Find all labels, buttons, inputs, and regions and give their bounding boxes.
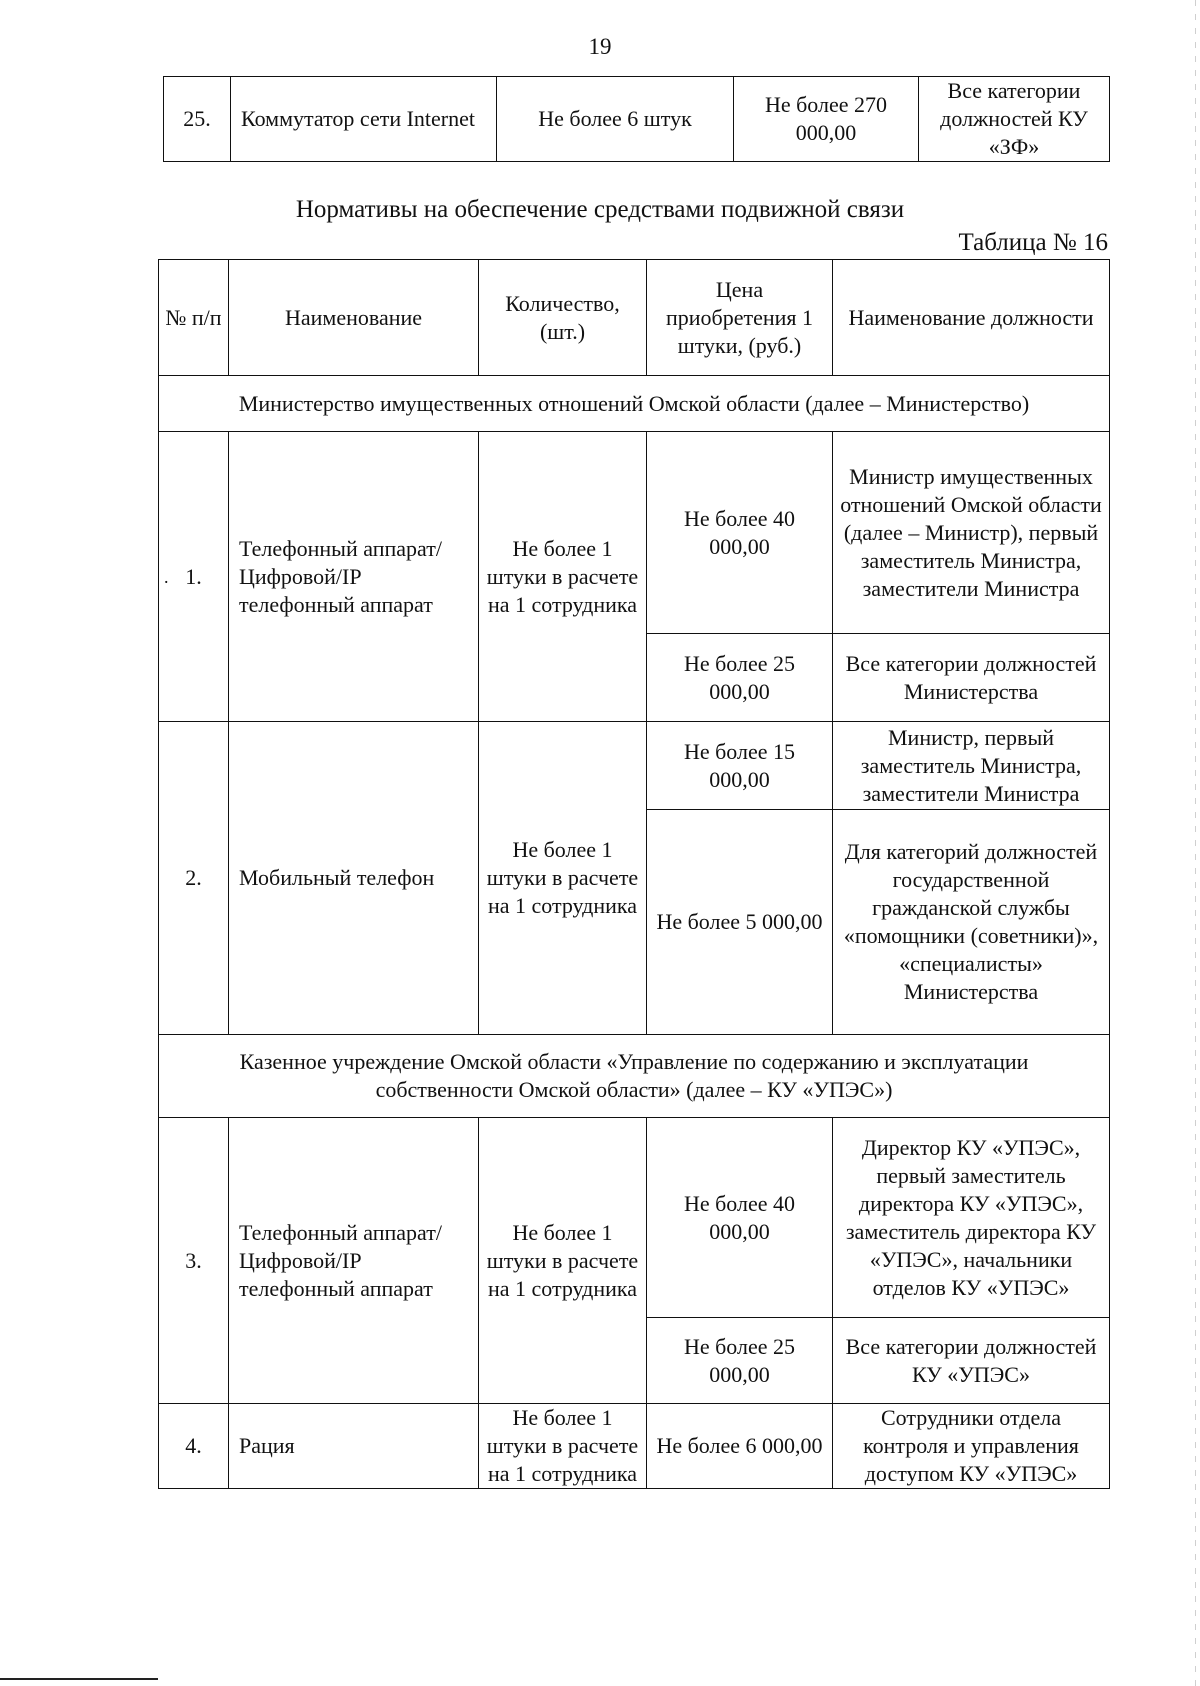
item-price: Не более 25 000,00 <box>647 1318 833 1404</box>
row-number: 25. <box>164 77 231 162</box>
row-number: 4. <box>159 1404 229 1489</box>
header-num: № п/п <box>159 260 229 376</box>
item-positions: Сотрудники отдела контроля и управления доступом КУ «УПЭС» <box>833 1404 1110 1489</box>
row-number: 3. <box>159 1118 229 1404</box>
item-name: Рация <box>229 1404 479 1489</box>
item-quantity: Не более 6 штук <box>497 77 734 162</box>
item-quantity: Не более 1 штуки в расчете на 1 сотрудника <box>479 1118 647 1404</box>
item-quantity: Не более 1 штуки в расчете на 1 сотрудника <box>479 722 647 1035</box>
item-price: Не более 25 000,00 <box>647 634 833 722</box>
item-quantity: Не более 1 штуки в расчете на 1 сотрудника <box>479 432 647 722</box>
item-positions: Министр имущественных отношений Омской области (далее – Министр), первый заместитель Министра, заместители Министра <box>833 432 1110 634</box>
table-row <box>159 1118 1110 1318</box>
group-title-upes: Казенное учреждение Омской области «Управление по содержанию и эксплуатации собственности Омской области» (далее – КУ «УПЭС») <box>159 1035 1110 1118</box>
item-positions: Все категории должностей КУ «УПЭС» <box>833 1318 1110 1404</box>
item-name: Телефонный аппарат/Цифровой/IP телефонный аппарат <box>229 1118 479 1404</box>
item-price: Не более 40 000,00 <box>647 1118 833 1318</box>
item-price: Не более 40 000,00 <box>647 432 833 634</box>
item-price: Не более 6 000,00 <box>647 1404 833 1489</box>
header-quantity: Количество, (шт.) <box>479 260 647 376</box>
item-positions: Все категории должностей Министерства <box>833 634 1110 722</box>
item-name: Телефонный аппарат/Цифровой/IP телефонный аппарат <box>229 432 479 722</box>
header-positions: Наименование должности <box>833 260 1110 376</box>
footer-line <box>0 1678 158 1680</box>
header-name: Наименование <box>229 260 479 376</box>
item-name: Коммутатор сети Internet <box>231 77 497 162</box>
section-title: Нормативы на обеспечение средствами подвижной связи <box>295 196 905 223</box>
page-number: 19 <box>588 34 612 59</box>
row-number: 1. <box>159 432 229 722</box>
item-price: Не более 270 000,00 <box>734 77 919 162</box>
header-row <box>159 260 1110 376</box>
norms-table <box>158 259 1110 1489</box>
item-price: Не более 5 000,00 <box>647 810 833 1035</box>
previous-table-tail <box>163 76 1110 162</box>
header-price: Цена приобретения 1 штуки, (руб.) <box>647 260 833 376</box>
item-positions: Министр, первый заместитель Министра, заместители Министра <box>833 722 1110 810</box>
table-row <box>159 432 1110 634</box>
row-number: 2. <box>159 722 229 1035</box>
table-row <box>164 77 1110 162</box>
table-label: Таблица № 16 <box>958 229 1108 256</box>
item-price: Не более 15 000,00 <box>647 722 833 810</box>
table-row <box>159 1404 1110 1489</box>
side-mark: . <box>164 567 169 587</box>
item-positions: Директор КУ «УПЭС», первый заместитель директора КУ «УПЭС», заместитель директора КУ «УПЭС», начальники отделов КУ «УПЭС» <box>833 1118 1110 1318</box>
group-title-ministry: Министерство имущественных отношений Омской области (далее – Министерство) <box>159 376 1110 432</box>
item-positions: Все категории должностей КУ «ЗФ» <box>919 77 1110 162</box>
table-row <box>159 722 1110 810</box>
scan-edge <box>1195 0 1196 1686</box>
group-row <box>159 376 1110 432</box>
item-positions: Для категорий должностей государственной гражданской службы «помощники (советники)», «специалисты» Министерства <box>833 810 1110 1035</box>
group-row <box>159 1035 1110 1118</box>
item-name: Мобильный телефон <box>229 722 479 1035</box>
item-quantity: Не более 1 штуки в расчете на 1 сотрудника <box>479 1404 647 1489</box>
